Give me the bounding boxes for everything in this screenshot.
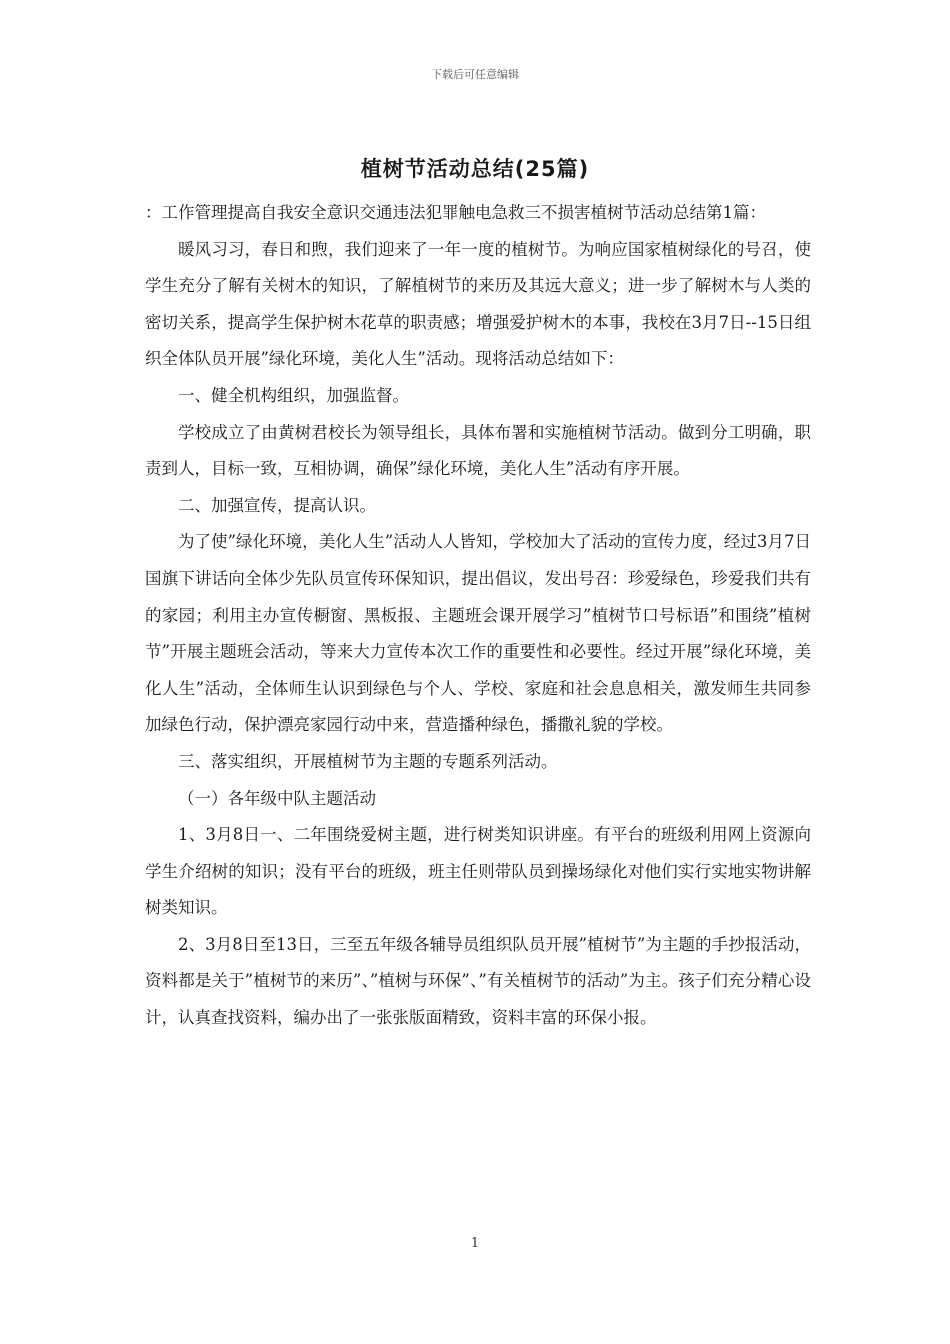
document-body <box>145 195 811 1037</box>
paragraph: 学校成立了由黄树君校长为领导组长，具体布署和实施植树节活动。做到分工明确，职责到人，目标一致，互相协调，确保”绿化环境，美化人生”活动有序开展。 <box>145 422 811 479</box>
paragraph: 2、3月8日至13日，三至五年级各辅导员组织队员开展”植树节”为主题的手抄报活动，资料都是关于”植树节的来历”、”植树与环保”、”有关植树节的活动”为主。孩子们充分精心设计，认真查找资料，编办出了一张张版面精致，资料丰富的环保小报。 <box>145 934 811 1028</box>
paragraph: 暖风习习，春日和煦，我们迎来了一年一度的植树节。为响应国家植树绿化的号召，使学生充分了解有关树木的知识，了解植树节的来历及其远大意义；进一步了解树木与人类的密切关系，提高学生保护树木花草的职责感；增强爱护树木的本事，我校在3月7日--15日组织全体队员开展”绿化环境，美化人生”活动。现将活动总结如下： <box>145 239 811 369</box>
document-title: 植树节活动总结(25篇) <box>360 157 590 181</box>
paragraph: 为了使”绿化环境，美化人生”活动人人皆知，学校加大了活动的宣传力度，经过3月7日国旗下讲话向全体少先队员宣传环保知识，提出倡议，发出号召：珍爱绿色，珍爱我们共有的家园；利用主办宣传橱窗、黑板报、主题班会课开展学习”植树节口号标语”和围绕”植树节”开展主题班会活动，等来大力宣传本次工作的重要性和必要性。经过开展”绿化环境，美化人生”活动，全体师生认识到绿色与个人、学校、家庭和社会息息相关，激发师生共同参加绿色行动，保护漂亮家园行动中来，营造播种绿色，播撒礼貌的学校。 <box>145 532 811 735</box>
paragraph: 二、加强宣传，提高认识。 <box>178 495 376 515</box>
paragraph: 一、健全机构组织，加强监督。 <box>178 385 409 405</box>
paragraph: 三、落实组织，开展植树节为主题的专题系列活动。 <box>178 751 558 771</box>
page-number: 1 <box>470 1236 480 1251</box>
paragraph: 1、3月8日一、二年围绕爱树主题，进行树类知识讲座。有平台的班级利用网上资源向学生介绍树的知识；没有平台的班级，班主任则带队员到操场绿化对他们实行实地实物讲解树类知识。 <box>145 825 811 918</box>
paragraph: ：工作管理提高自我安全意识交通违法犯罪触电急救三不损害植树节活动总结第1篇： <box>145 203 766 222</box>
paragraph: （一）各年级中队主题活动 <box>178 788 376 808</box>
header-note: 下载后可任意编辑 <box>431 68 519 81</box>
